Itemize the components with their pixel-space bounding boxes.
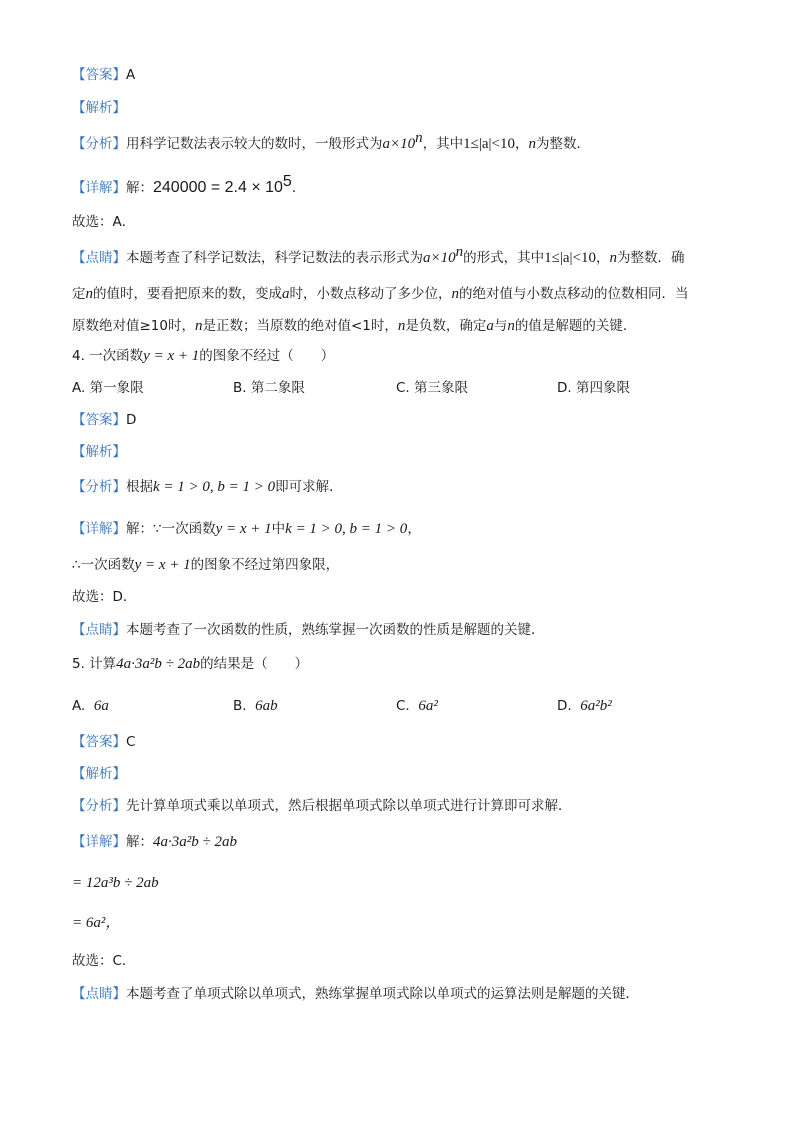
text: 用科学记数法表示较大的数时，一般形式为: [126, 136, 383, 152]
text: 定: [72, 286, 86, 302]
formula: n: [507, 318, 515, 334]
text: 的形式，其中: [463, 250, 545, 266]
fenxi-tag: 【分析】: [72, 479, 126, 495]
formula: y = x + 1: [143, 348, 200, 364]
text: 先计算单项式乘以单项式，然后根据单项式除以单项式进行计算即可求解．: [126, 798, 572, 814]
text: ．: [291, 180, 306, 196]
q3-comment-line-3: [72, 316, 636, 336]
formula-exponent: 5: [282, 173, 292, 190]
q4-choose: 故选：D．: [72, 589, 137, 605]
formula: a×10: [382, 136, 416, 152]
q3-detail: [72, 173, 306, 198]
q3-analysis-heading: [72, 98, 126, 118]
detail-tag: 【详解】: [72, 521, 126, 537]
answer-value: C: [126, 734, 136, 750]
option-expr: 6a: [93, 698, 109, 714]
text: 为整数．确: [616, 250, 685, 266]
text: 本题考查了科学记数法，科学记数法的表示形式为: [126, 250, 423, 266]
text: 本题考查了单项式除以单项式，熟练掌握单项式除以单项式的运算法则是解题的关键．: [126, 986, 639, 1002]
comment-tag: 【点睛】: [72, 622, 126, 638]
formula: 4a·3a²b ÷ 2ab: [153, 834, 237, 850]
q3-comment-line-1: [72, 244, 685, 268]
formula: 4a·3a²b ÷ 2ab: [116, 656, 201, 672]
q5-option-d: [557, 696, 612, 716]
text: 原数绝对值≥10时，: [72, 318, 195, 334]
text: ，: [407, 521, 421, 537]
q5-option-a: [72, 696, 109, 716]
text: 解：: [126, 834, 153, 850]
answer-tag: 【答案】: [72, 412, 126, 428]
q4-therefore: [72, 555, 339, 575]
text: 4. 一次函数: [72, 348, 144, 364]
formula: y = x + 1: [134, 557, 191, 573]
answer-value: D: [126, 412, 137, 428]
q5-answer: [72, 732, 135, 752]
formula: 1≤|a|<10: [463, 136, 515, 152]
option-letter: D.: [557, 698, 572, 714]
q5-comment: [72, 984, 639, 1004]
text: 解：: [126, 180, 153, 196]
q3-comment-line-2: [72, 284, 689, 304]
analysis-tag: 【解析】: [72, 100, 126, 116]
text: 的值是解题的关键．: [514, 318, 637, 334]
text: 即可求解．: [275, 479, 343, 495]
fenxi-tag: 【分析】: [72, 136, 126, 152]
formula: n: [528, 136, 536, 152]
q4-option-b: B. 第二象限: [233, 380, 305, 396]
option-letter: A.: [72, 698, 86, 714]
option-expr: 6a²b²: [580, 698, 612, 714]
text: 的图象不经过（ ）: [199, 348, 335, 364]
fenxi-tag: 【分析】: [72, 798, 126, 814]
comment-tag: 【点睛】: [72, 250, 126, 266]
q4-option-c: C. 第三象限: [396, 380, 469, 396]
option-letter: B.: [233, 698, 247, 714]
detail-tag: 【详解】: [72, 180, 126, 196]
q4-option-a: A. 第一象限: [72, 380, 144, 396]
detail-tag: 【详解】: [72, 834, 126, 850]
q4-answer: [72, 410, 136, 430]
formula: a: [486, 318, 494, 334]
q4-detail: [72, 519, 421, 539]
q5-step-1: = 12a³b ÷ 2ab: [72, 875, 159, 891]
text: 的绝对值与小数点移动的位数相同．当: [459, 286, 689, 302]
text: 的图象不经过第四象限，: [190, 557, 340, 573]
text: 根据: [126, 479, 153, 495]
formula: 240000 = 2.4 × 10: [153, 179, 283, 196]
text: 的值时，要看把原来的数，变成: [93, 286, 282, 302]
q5-option-b: [233, 696, 278, 716]
text: ，: [595, 250, 610, 266]
answer-tag: 【答案】: [72, 734, 126, 750]
text: ，: [514, 136, 529, 152]
q5-option-c: [396, 696, 438, 716]
comment-tag: 【点睛】: [72, 986, 126, 1002]
formula: 1≤|a|<10: [544, 250, 596, 266]
q4-analysis-heading: [72, 442, 126, 462]
formula: k = 1 > 0, b = 1 > 0: [153, 479, 276, 495]
text: 是负数，确定: [405, 318, 487, 334]
q3-fenxi: [72, 130, 590, 154]
formula: n: [397, 318, 406, 334]
q5-analysis-heading: [72, 764, 126, 784]
analysis-tag: 【解析】: [72, 444, 126, 460]
q3-answer: [72, 65, 135, 85]
formula: n: [451, 286, 459, 302]
formula: n: [609, 250, 617, 266]
q4-stem: [72, 346, 334, 366]
q4-comment: [72, 620, 545, 640]
text: 的结果是（ ）: [200, 656, 309, 672]
q3-choose: 故选：A．: [72, 214, 136, 230]
text: 为整数．: [535, 136, 590, 152]
answer-value: A: [126, 67, 136, 83]
text: ∴一次函数: [72, 557, 135, 573]
formula: y = x + 1: [215, 521, 272, 537]
analysis-tag: 【解析】: [72, 766, 126, 782]
text: ，其中: [422, 136, 464, 152]
option-expr: 6ab: [255, 698, 278, 714]
option-letter: C.: [396, 698, 410, 714]
option-expr: 6a²: [418, 698, 438, 714]
q5-detail: [72, 832, 237, 852]
text: 本题考查了一次函数的性质，熟练掌握一次函数的性质是解题的关键．: [126, 622, 545, 638]
text: 与: [493, 318, 508, 334]
q5-choose: 故选：C．: [72, 953, 136, 969]
text: 是正数；当原数的绝对值<1时，: [202, 318, 398, 334]
q4-option-d: D. 第四象限: [557, 380, 630, 396]
formula-exponent: n: [455, 244, 464, 260]
formula: a: [282, 286, 290, 302]
text: 中: [271, 521, 286, 537]
q4-fenxi: [72, 477, 343, 497]
q5-step-2: = 6a²，: [72, 915, 121, 931]
text: 5. 计算: [72, 656, 117, 672]
text: 时，小数点移动了多少位，: [289, 286, 452, 302]
q5-fenxi: [72, 796, 572, 816]
formula: k = 1 > 0, b = 1 > 0: [285, 521, 408, 537]
q5-stem: [72, 654, 308, 674]
text: 解：∵一次函数: [126, 521, 216, 537]
formula: a×10: [423, 250, 456, 266]
answer-tag: 【答案】: [72, 67, 126, 83]
formula-exponent: n: [415, 130, 423, 146]
formula: n: [195, 318, 203, 334]
formula: n: [85, 286, 93, 302]
